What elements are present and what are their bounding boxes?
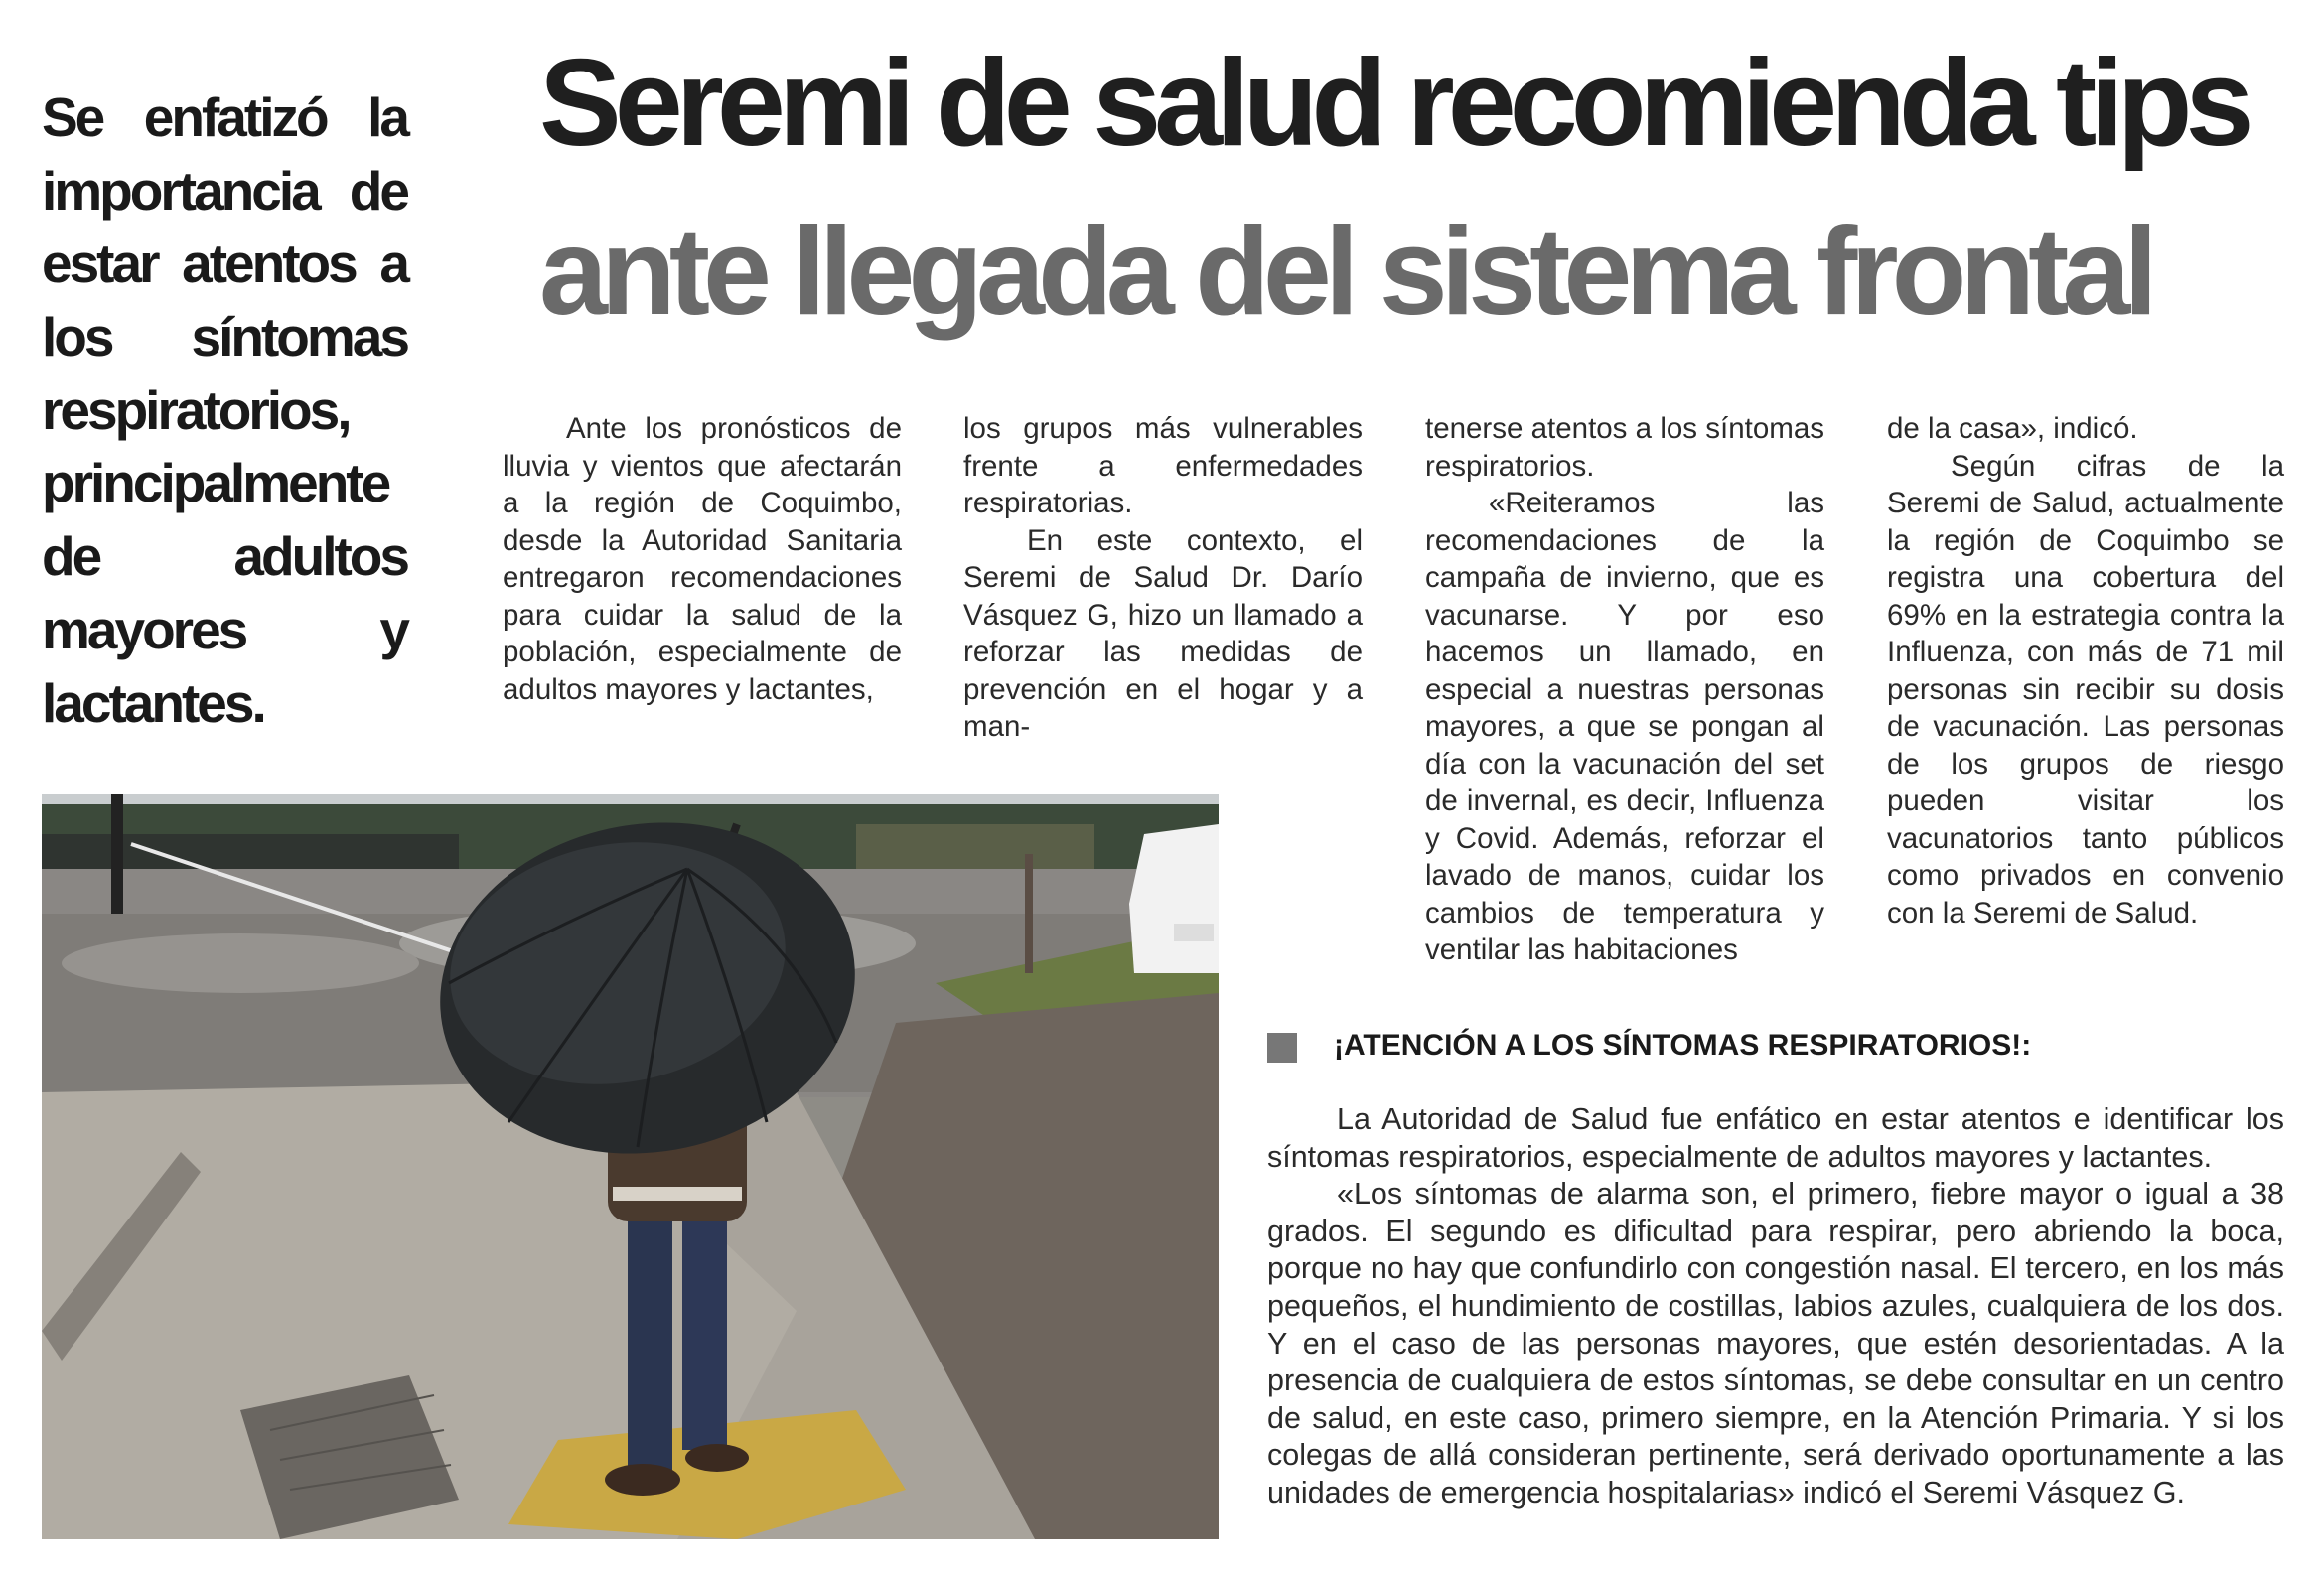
body-column-2 — [963, 410, 1363, 746]
body-column-1 — [503, 410, 902, 708]
body-paragraph: Según cifras de la Seremi de Salud, actualmente la región de Coquimbo se registra una cobertura del 69% en la estrategia contra la Influenza, con más de 71 mil personas sin recibir su dosis de vacunación. Las personas de los grupos de riesgo pueden visitar los vacunatorios tanto públicos como privados en convenio con la Seremi de Salud. — [1887, 449, 2284, 930]
body-paragraph: tenerse atentos a los síntomas respiratorios. — [1425, 412, 1824, 483]
article-photo — [42, 794, 1219, 1539]
body-column-3 — [1425, 410, 1824, 969]
box-title: ¡ATENCIÓN A LOS SÍNTOMAS RESPIRATORIOS!: — [1334, 1029, 2032, 1062]
box-marker-square — [1267, 1033, 1297, 1063]
body-paragraph: los grupos más vulnerables frente a enfermedades respiratorias. — [963, 412, 1363, 519]
body-paragraph: En este contexto, el Seremi de Salud Dr. Darío Vásquez G, hizo un llamado a reforzar las medidas de prevención en el hogar y a man- — [963, 523, 1363, 743]
body-paragraph: de la casa», indicó. — [1887, 412, 2138, 445]
headline-line-1: Seremi de salud recomienda tips — [539, 35, 2248, 172]
article-kicker: Se enfatizó la importancia de estar atentos a los síntomas respiratorios, principalmente de adultos mayores y lactantes. — [42, 86, 407, 734]
body-paragraph: «Reiteramos las recomendaciones de la campaña de invierno, que es vacunarse. Y por eso hacemos un llamado, en especial a nuestras personas mayores, a que se pongan al día con la vacunación del set de invernal, es decir, Influenza y Covid. Además, reforzar el lavado de manos, cuidar los cambios de temperatura y ventilar las habitaciones — [1425, 487, 1824, 966]
body-paragraph: Ante los pronósticos de lluvia y vientos que afectarán a la región de Coquimbo, desde la Autoridad Sanitaria entregaron recomendaciones para cuidar la salud de la población, especialmente de adultos mayores y lactantes, — [503, 412, 902, 706]
box-paragraph: «Los síntomas de alarma son, el primero, fiebre mayor o igual a 38 grados. El segundo es dificultad para respirar, pero abriendo la boca, porque no hay que confundirlo con congestión nasal. El tercero, en los más pequeños, el hundimiento de costillas, labios azules, cualquiera de los dos. Y en el caso de las personas mayores, que estén desorientadas. A la presencia de cualquiera de estos síntomas, se debe consultar en un centro de salud, en este caso, primero siempre, en la Atención Primaria. Y si los colegas de allá consideran pertinente, será derivado oportunamente a las unidades de emergencia hospitalarias» indicó el Seremi Vásquez G. — [1267, 1177, 2284, 1509]
headline-line-2: ante llegada del sistema frontal — [539, 204, 2151, 341]
rain-street-photo — [42, 794, 1219, 1539]
box-paragraph: La Autoridad de Salud fue enfático en estar atentos e identificar los síntomas respiratorios, especialmente de adultos mayores y lactantes. — [1267, 1102, 2284, 1174]
body-column-4 — [1887, 410, 2284, 932]
box-body — [1267, 1101, 2284, 1512]
